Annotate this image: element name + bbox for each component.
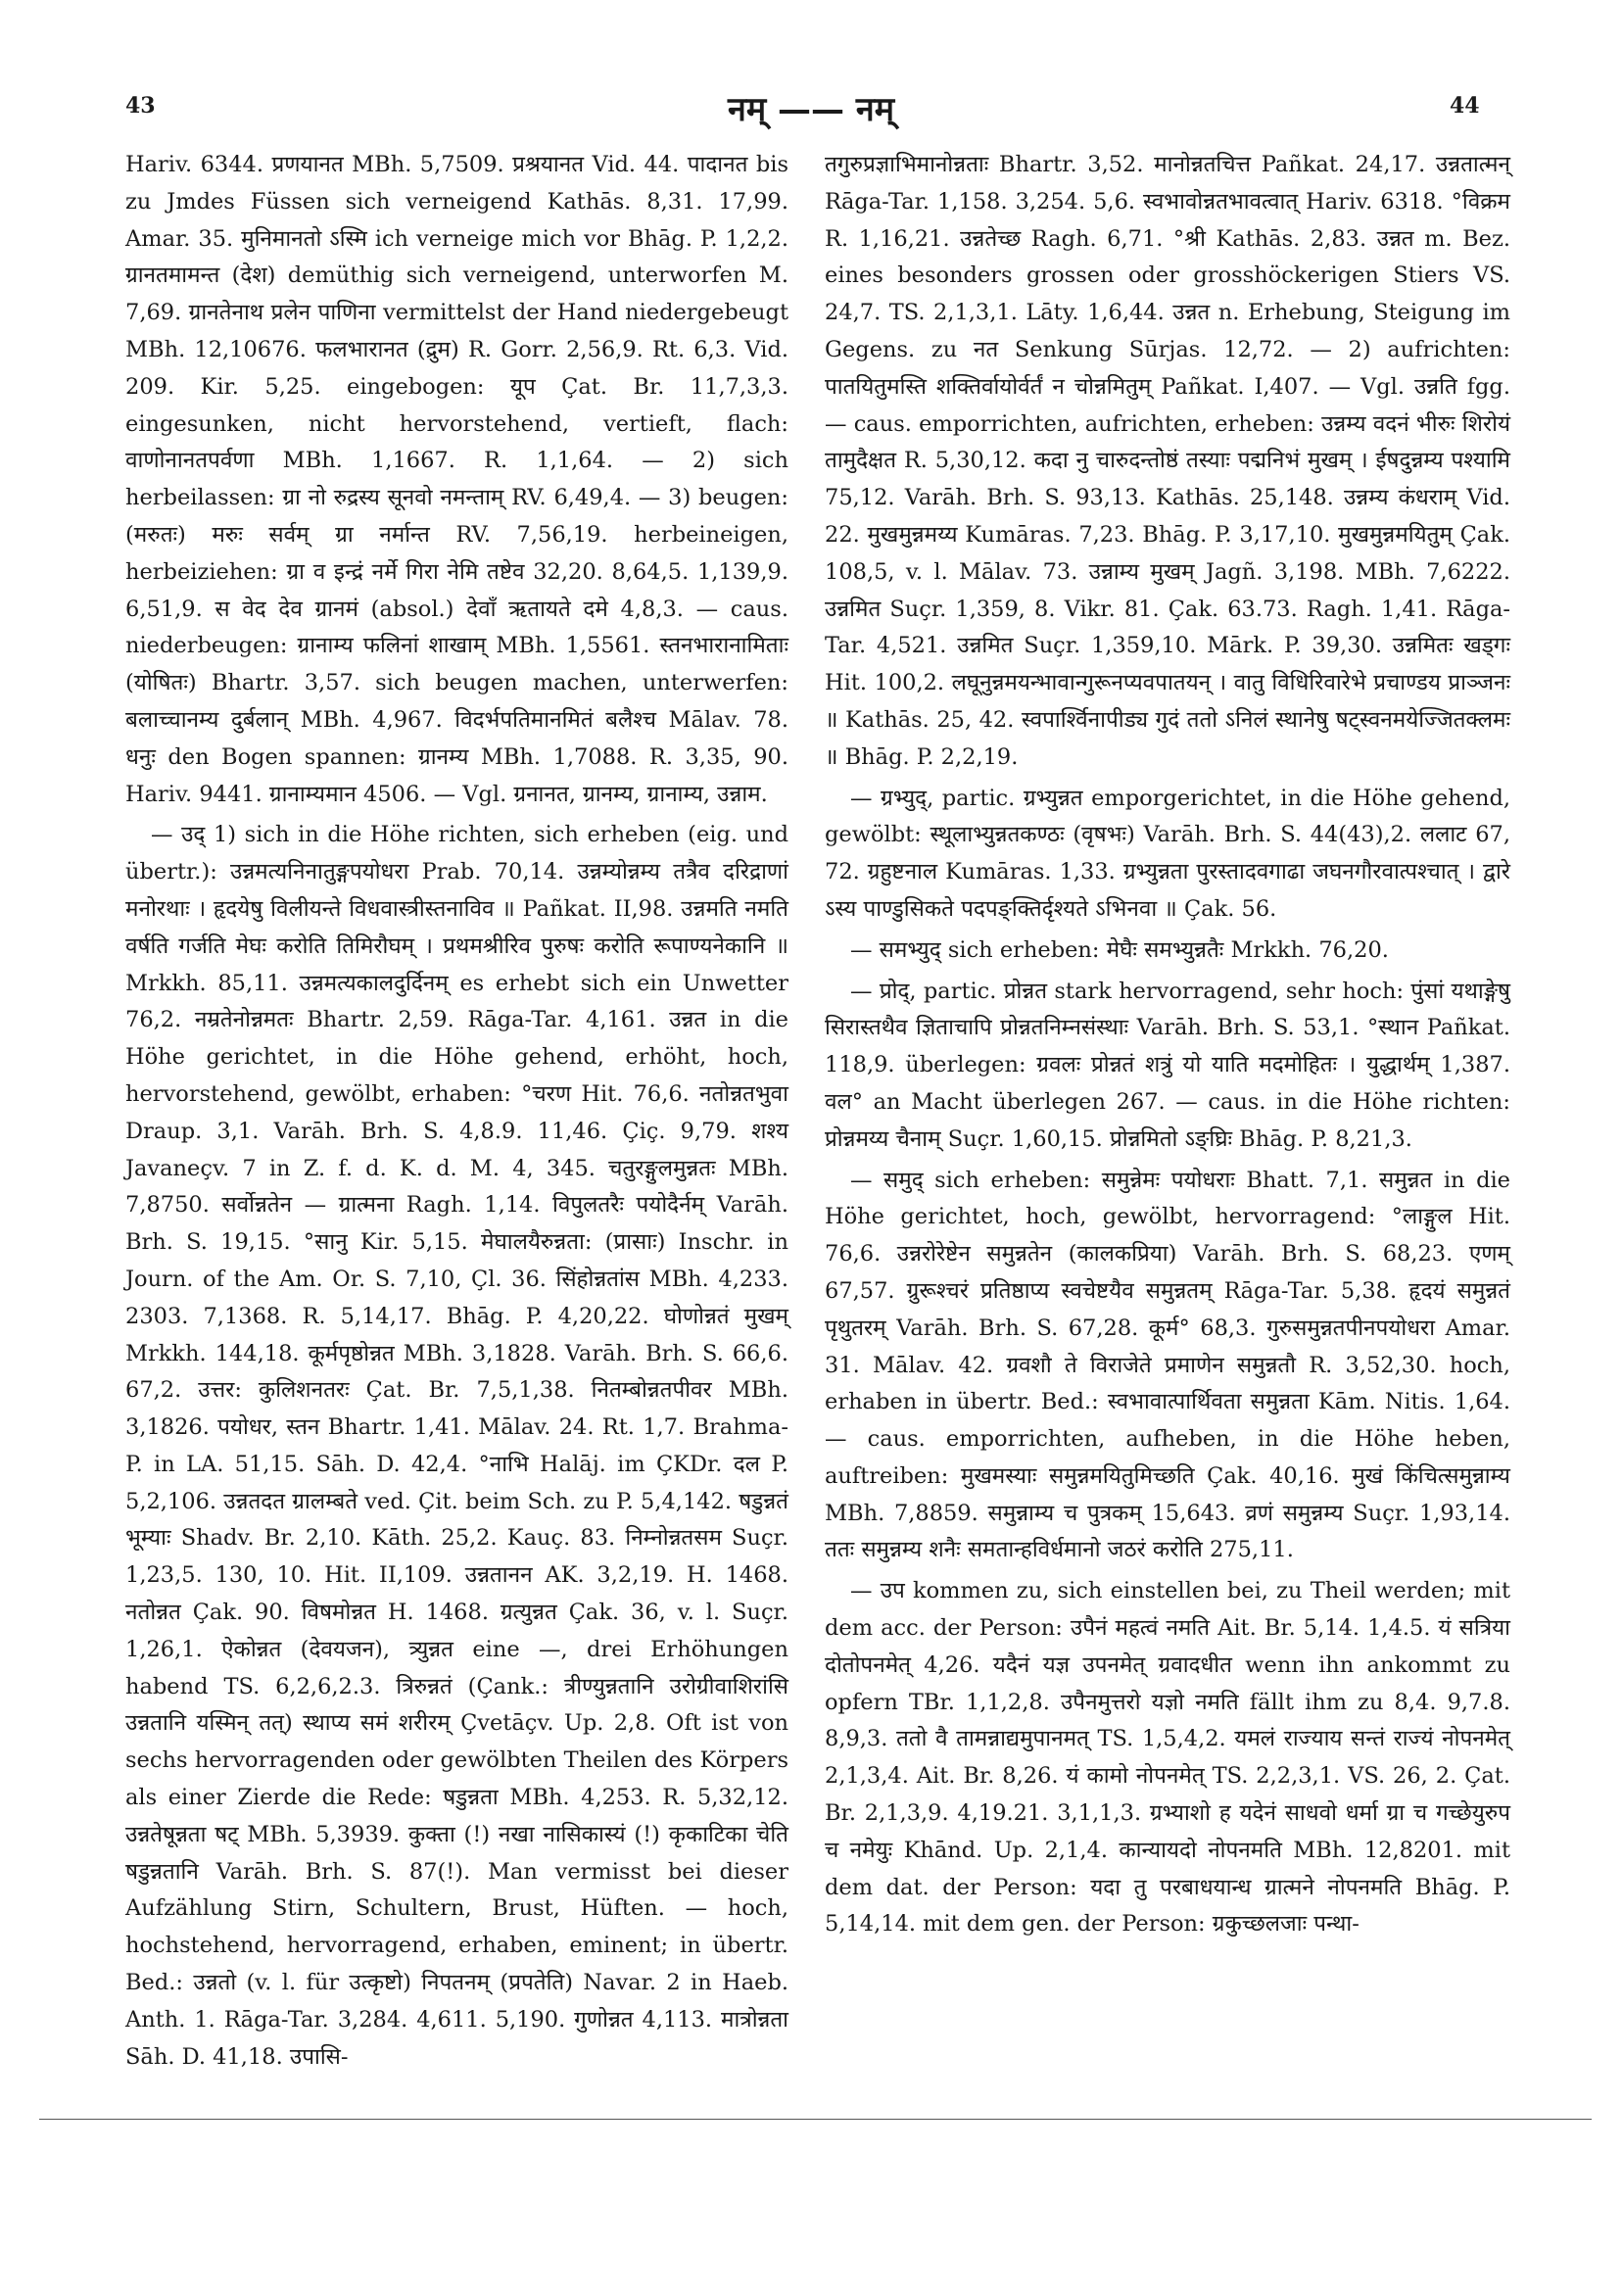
running-headword: नम् —— नम् — [727, 90, 895, 129]
page-number-left: 43 — [125, 93, 156, 119]
right-paragraph: तगुरुप्रज्ञाभिमानोन्नताः Bhartr. 3,52. मानोन्नतचित्त Pañkat. 24,17. उन्नतात्मन् Rāga-Tar. 1,158. 3,254. 5,6. स्वभावोन्नतभावत्वात् Hariv. 6318. °विक्रम R. 1,16,21. उन्नतेच्छ Ragh. 6,71. °श्री Kathās. 2,83. उन्नत m. Bez. eines besonders grossen oder grosshöckerigen Stiers VS. 24,7. TS. 2,1,3,1. Lāty. 1,6,44. उन्नत n. Erhebung, Steigung im Gegens. zu नत Senkung Sūrjas. 12,72. — 2) aufrichten: पातयितुमस्ति शक्तिर्वायोर्वर्तं न चोन्नमितुम् Pañkat. I,407. — Vgl. उन्नति fgg. — caus. emporrichten, aufrichten, erheben: उन्नम्य वदनं भीरुः शिरोयं तामुदैक्षत R. 5,30,12. कदा नु चारुदन्तोष्ठं तस्याः पद्मनिभं मुखम् । ईषदुन्नम्य पश्यामि 75,12. Varāh. Brh. S. 93,13. Kathās. 25,148. उन्नम्य कंधराम् Vid. 22. मुखमुन्नमय्य Kumāras. 7,23. Bhāg. P. 3,17,10. मुखमुन्नमयितुम् Çak. 108,5, v. l. Mālav. 73. उन्नाम्य मुखम् Jagñ. 3,198. MBh. 7,6222. उन्नमित Suçr. 1,359, 8. Vikr. 81. Çak. 63.73. Ragh. 1,41. Rāga-Tar. 4,521. उन्नमित Suçr. 1,359,10. Mārk. P. 39,30. उन्नमितः खड्गः Hit. 100,2. लघूनुन्नमयन्भावान्गुरूनप्यवपातयन् । वातु विधिरिवारेभे प्रचाण्डय प्राञ्जनः ॥ Kathās. 25, 42. स्वपार्श्विनापीड्य गुदं ततो ऽनिलं स्थानेषु षट्स्वनमयेज्जितक्लमः ॥ Bhāg. P. 2,2,19. — [825, 152, 1510, 770]
left-paragraph: Hariv. 6344. प्रणयानत MBh. 5,7509. प्रश्रयानत Vid. 44. पादानत bis zu Jmdes Füssen sich verneigend Kathās. 8,31. 17,99. Amar. 35. मुनिमानतो ऽस्मि ich verneige mich vor Bhāg. P. 1,2,2. ग्रानतमामन्त (देश) demüthig sich verneigend, unterworfen M. 7,69. ग्रानतेनाथ प्रलेन पाणिना vermittelst der Hand niedergebeugt MBh. 12,10676. फलभारानत (द्रुम) R. Gorr. 2,56,9. Rt. 6,3. Vid. 209. Kir. 5,25. eingebogen: यूप Çat. Br. 11,7,3,3. eingesunken, nicht hervorstehend, vertieft, flach: वाणोनानतपर्वणा MBh. 1,1667. R. 1,1,64. — 2) sich herbeilassen: ग्रा नो रुद्रस्य सूनवो नमन्ताम् RV. 6,49,4. — 3) beugen: (मरुतः) मरुः सर्वम् ग्रा नर्मान्त RV. 7,56,19. herbeineigen, herbeiziehen: ग्रा व इन्द्रं नर्मे गिरा नेमि तष्टेव 32,20. 8,64,5. 1,139,9. 6,51,9. स वेद देव ग्रानमं (absol.) देवाँ ऋतायते दमे 4,8,3. — caus. niederbeugen: ग्रानाम्य फलिनां शाखाम् MBh. 1,5561. स्तनभारानामिताः (योषितः) Bhartr. 3,57. sich beugen machen, unterwerfen: बलाच्चानम्य दुर्बलान् MBh. 4,967. विदर्भपतिमानमितं बलैश्च Mālav. 78. धनुः den Bogen spannen: ग्रानम्य MBh. 1,7088. R. 3,35, 90. Hariv. 9441. ग्रानाम्यमान 4506. — Vgl. ग्रनानत, ग्रानम्य, ग्रानाम्य, उन्नाम. — [125, 152, 788, 807]
left-column — [125, 147, 788, 2080]
right-paragraph: — ग्रभ्युद्, partic. ग्रभ्युन्नत emporgerichtet, in die Höhe gehend, gewölbt: स्थूलाभ्युन्नतकण्ठः (वृषभः) Varāh. Brh. S. 44(43),2. ललाट 67, 72. ग्रहुष्टनाल Kumāras. 1,33. ग्रभ्युन्नता पुरस्तादवगाढा जघनगौरवात्पश्चात् । द्वारे ऽस्य पाण्डुसिकते पदपङ्क्तिर्दृश्यते ऽभिनवा ॥ Çak. 56. — [825, 785, 1510, 922]
page-number-right: 44 — [1450, 93, 1480, 119]
right-paragraph: — उप kommen zu, sich einstellen bei, zu Theil werden; mit dem acc. der Person: उपैनं महत्वं नमति Ait. Br. 5,14. 1,4.5. यं सत्रिया दोतोपनमेत् 4,26. यदैनं यज्ञ उपनमेत् ग्रवादधीत wenn ihn ankommt zu opfern TBr. 1,1,2,8. उपैनमुत्तरो यज्ञो नमति fällt ihm zu 8,4. 9,7.8. 8,9,3. ततो वै तामन्नाद्यमुपानमत् TS. 1,5,4,2. यमलं राज्याय सन्तं राज्यं नोपनमेत् 2,1,3,4. Ait. Br. 8,26. यं कामो नोपनमेत् TS. 2,2,3,1. VS. 26, 2. Çat. Br. 2,1,3,9. 4,19.21. 3,1,1,3. ग्रभ्याशो ह यदेनं साधवो धर्मा ग्रा च गच्छेयुरुप च नमेयुः Khānd. Up. 2,1,4. कान्यायदो नोपनमति MBh. 12,8201. mit dem dat. der Person: यदा तु परबाधयान्ध ग्रात्मने नोपनमति Bhāg. P. 5,14,14. mit dem gen. der Person: ग्रकुच्छलजाः पन्था- — [825, 1578, 1510, 1937]
right-column — [825, 147, 1510, 1947]
left-paragraph: — उद् 1) sich in die Höhe richten, sich erheben (eig. und übertr.): उन्नमत्यनिनातुङ्गपयोधरा Prab. 70,14. उन्नम्योन्नम्य तत्रैव दरिद्राणां मनोरथाः । हृदयेषु विलीयन्ते विधवास्त्रीस्तनाविव ॥ Pañkat. II,98. उन्नमति नमति वर्षति गर्जति मेघः करोति तिमिरौघम् । प्रथमश्रीरिव पुरुषः करोति रूपाण्यनेकानि ॥ Mrkkh. 85,11. उन्नमत्यकालदुर्दिनम् es erhebt sich ein Unwetter 76,2. नम्रतेनोन्नमतः Bhartr. 2,59. Rāga-Tar. 4,161. उन्नत in die Höhe gerichtet, in die Höhe gehend, erhöht, hoch, hervorstehend, gewölbt, erhaben: °चरण Hit. 76,6. नतोन्नतभुवा Draup. 3,1. Varāh. Brh. S. 4,8.9. 11,46. Çiç. 9,79. शश्य Javaneçv. 7 in Z. f. d. K. d. M. 4, 345. चतुरङ्गुलमुन्नतः MBh. 7,8750. सर्वोन्नतेन — ग्रात्मना Ragh. 1,14. विपुलतरैः पयोदैर्नम् Varāh. Brh. S. 19,15. °सानु Kir. 5,15. मेघालयैरुन्नता: (प्रासाः) Inschr. in Journ. of the Am. Or. S. 7,10, Çl. 36. सिंहोन्नतांस MBh. 4,233. 2303. 7,1368. R. 5,14,17. Bhāg. P. 4,20,22. घोणोन्नतं मुखम् Mrkkh. 144,18. कूर्मपृष्ठोन्नत MBh. 3,1828. Varāh. Brh. S. 66,6. 67,2. उत्तर: कुलिशनतरः Çat. Br. 7,5,1,38. नितम्बोन्नतपीवर MBh. 3,1826. पयोधर, स्तन Bhartr. 1,41. Mālav. 24. Rt. 1,7. Brahma-P. in LA. 51,15. Sāh. D. 42,4. °नाभि Halāj. im ÇKDr. दल P. 5,2,106. उन्नतदत ग्रालम्बते ved. Çit. beim Sch. zu P. 5,4,142. षडुन्नतं भूम्याः Shadv. Br. 2,10. Kāth. 25,2. Kauç. 83. निम्नोन्नतसम Suçr. 1,23,5. 130, 10. Hit. II,109. उन्नतानन AK. 3,2,19. H. 1468. नतोन्नत Çak. 90. विषमोन्नत H. 1468. ग्रत्युन्नत Çak. 36, v. l. Suçr. 1,26,1. ऐकोन्नत (देवयजन), त्र्युन्नत eine —, drei Erhöhungen habend TS. 6,2,6,2.3. त्रिरुन्नतं (Çank.: त्रीण्युन्नतानि उरोग्रीवाशिरांसि उन्नतानि यस्मिन् तत्) स्थाप्य समं शरीरम् Çvetāçv. Up. 2,8. Oft ist von sechs hervorragenden oder gewölbten Theilen des Körpers als einer Zierde die Rede: षडुन्नता MBh. 4,253. R. 5,32,12. उन्नतेषून्नता षट् MBh. 5,3939. कुक्ता (!) नखा नासिकास्यं (!) कृकाटिका चेति षडुन्नतानि Varāh. Brh. S. 87(!). Man vermisst bei dieser Aufzählung Stirn, Schultern, Brust, Hüften. — hoch, hochstehend, hervorragend, erhaben, eminent; in übertr. Bed.: उन्नतो (v. l. für उत्कृष्टो) निपतनम् (प्रपतेति) Navar. 2 in Haeb. Anth. 1. Rāga-Tar. 3,284. 4,611. 5,190. गुणोन्नत 4,113. मात्रोन्नता Sāh. D. 41,18. उपासि- — [125, 822, 788, 2070]
right-paragraph: — समभ्युद् sich erheben: मेघैः समभ्युन्नतैः Mrkkh. 76,20. — [850, 936, 1389, 963]
right-paragraph: — प्रोद्, partic. प्रोन्नत stark hervorragend, sehr hoch: पुंसां यथाङ्गेषु सिरास्तथैव ज्ञिताचापि प्रोन्नतनिम्नसंस्थाः Varāh. Brh. S. 53,1. °स्थान Pañkat. 118,9. überlegen: ग्रवलः प्रोन्नतं शत्रुं यो याति मदमोहितः । युद्धार्थम् 1,387. वल° an Macht überlegen 267. — caus. in die Höhe richten: प्रोन्नमय्य चैनाम् Suçr. 1,60,15. प्रोन्नमितो ऽङ्घ्रिः Bhāg. P. 8,21,3. — [825, 978, 1510, 1152]
footer-rule — [39, 2119, 1592, 2120]
right-paragraph: — समुद् sich erheben: समुन्नेमः पयोधराः Bhatt. 7,1. समुन्नत in die Höhe gerichtet, hoch, gewölbt, hervorragend: °लाङ्गुल Hit. 76,6. उन्नरोरेष्टेन समुन्नतेन (कालकप्रिया) Varāh. Brh. S. 68,23. एणम् 67,57. ग्रुरूश्चरं प्रतिष्ठाप्य स्वचेष्टयैव समुन्नतम् Rāga-Tar. 5,38. हृदयं समुन्नतं पृथुतरम् Varāh. Brh. S. 67,28. कूर्म° 68,3. गुरुसमुन्नतपीनपयोधरा Amar. 31. Mālav. 42. ग्रवशौ ते विराजेते प्रमाणेन समुन्नतौ R. 3,52,30. hoch, erhaben in übertr. Bed.: स्वभावात्पार्थिवता समुन्नता Kām. Nitis. 1,64. — caus. emporrichten, aufheben, in die Höhe heben, auftreiben: मुखमस्याः समुन्नमयितुमिच्छति Çak. 40,16. मुखं किंचित्समुन्नाम्य MBh. 7,8859. समुन्नाम्य च पुत्रकम् 15,643. व्रणं समुन्नम्य Suçr. 1,93,14. ततः समुन्नम्य शनैः समतान्हविर्धमानो जठरं करोति 275,11. — [825, 1167, 1510, 1563]
